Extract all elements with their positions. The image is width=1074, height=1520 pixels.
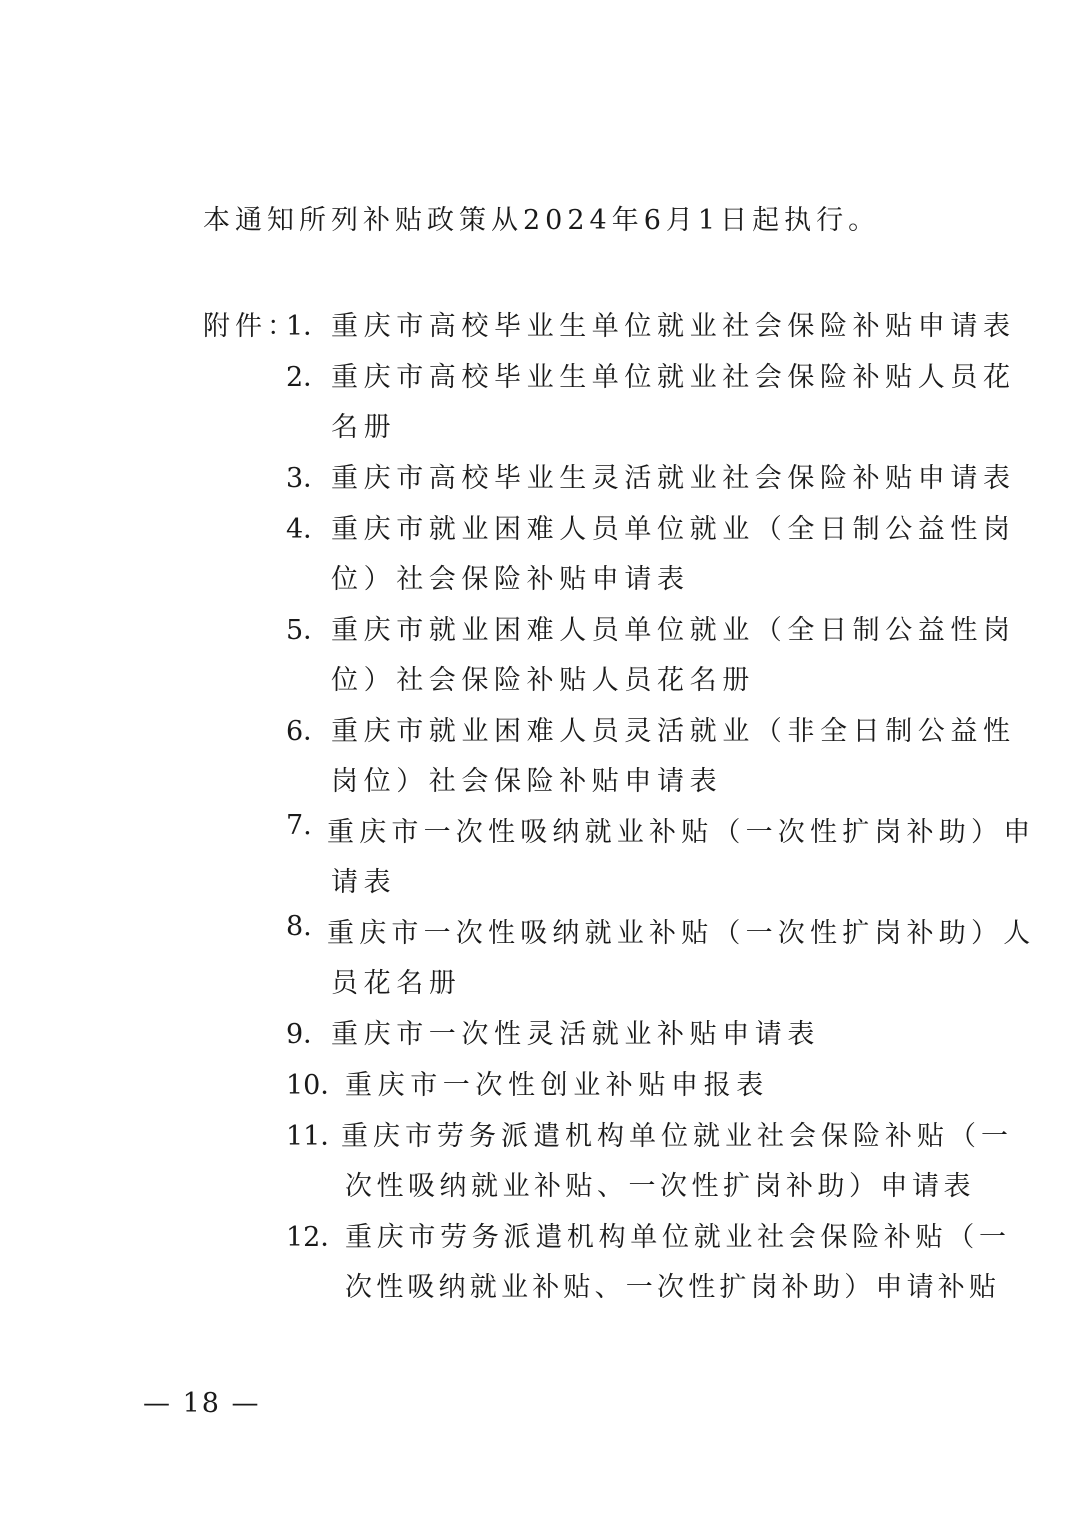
attachment-number: 9． — [286, 1019, 331, 1050]
attachment-number: 11． — [286, 1121, 348, 1152]
attachment-title-line: 位）社会保险补贴人员花名册 — [331, 665, 755, 696]
attachment-number: 3． — [286, 463, 331, 494]
attachment-title-line: 重庆市劳务派遣机构单位就业社会保险补贴（一 — [345, 1222, 1011, 1253]
attachment-number: 5． — [286, 615, 331, 646]
attachment-title-line: 重庆市高校毕业生灵活就业社会保险补贴申请表 — [331, 463, 1016, 494]
attachment-title-line: 重庆市一次性吸纳就业补贴（一次性扩岗补助）申 — [327, 817, 1036, 848]
attachment-number: 2． — [286, 362, 331, 393]
attachment-title-line: 员花名册 — [331, 968, 462, 999]
attachment-title-line: 重庆市一次性灵活就业补贴申请表 — [331, 1019, 820, 1050]
attachment-title-line: 重庆市劳务派遣机构单位就业社会保险补贴（一 — [341, 1121, 1013, 1152]
attachment-title-line: 名册 — [331, 412, 397, 443]
attachment-title-line: 重庆市就业困难人员单位就业（全日制公益性岗 — [331, 514, 1016, 545]
attachment-title-line: 岗位）社会保险补贴申请表 — [331, 766, 723, 797]
attachment-title-line: 重庆市高校毕业生单位就业社会保险补贴人员花 — [331, 362, 1016, 393]
attachment-number: 12． — [286, 1222, 348, 1253]
attachment-number: 10． — [286, 1070, 348, 1101]
attachment-title-line: 重庆市一次性创业补贴申报表 — [345, 1070, 769, 1101]
page-number: — 18 — — [143, 1388, 261, 1419]
attachment-title-line: 重庆市就业困难人员灵活就业（非全日制公益性 — [331, 716, 1016, 747]
attachment-title-line: 位）社会保险补贴申请表 — [331, 564, 690, 595]
attachment-title-line: 重庆市一次性吸纳就业补贴（一次性扩岗补助）人 — [327, 918, 1036, 949]
attachment-number: 8. — [286, 911, 312, 942]
attachment-number: 4． — [286, 514, 331, 545]
attachment-title-line: 次性吸纳就业补贴、一次性扩岗补助）申请补贴 — [345, 1272, 1001, 1303]
intro-paragraph: 本通知所列补贴政策从2024年6月1日起执行。 — [203, 205, 881, 236]
attachment-number: 1． — [286, 311, 331, 342]
attachment-title-line: 重庆市高校毕业生单位就业社会保险补贴申请表 — [331, 311, 1016, 342]
attachment-number: 6． — [286, 716, 331, 747]
attachment-number: 7. — [286, 810, 312, 841]
attachments-label: 附件： — [203, 311, 299, 342]
attachment-title-line: 请表 — [331, 867, 397, 898]
attachment-title-line: 重庆市就业困难人员单位就业（全日制公益性岗 — [331, 615, 1016, 646]
attachment-title-line: 次性吸纳就业补贴、一次性扩岗补助）申请表 — [345, 1171, 975, 1202]
